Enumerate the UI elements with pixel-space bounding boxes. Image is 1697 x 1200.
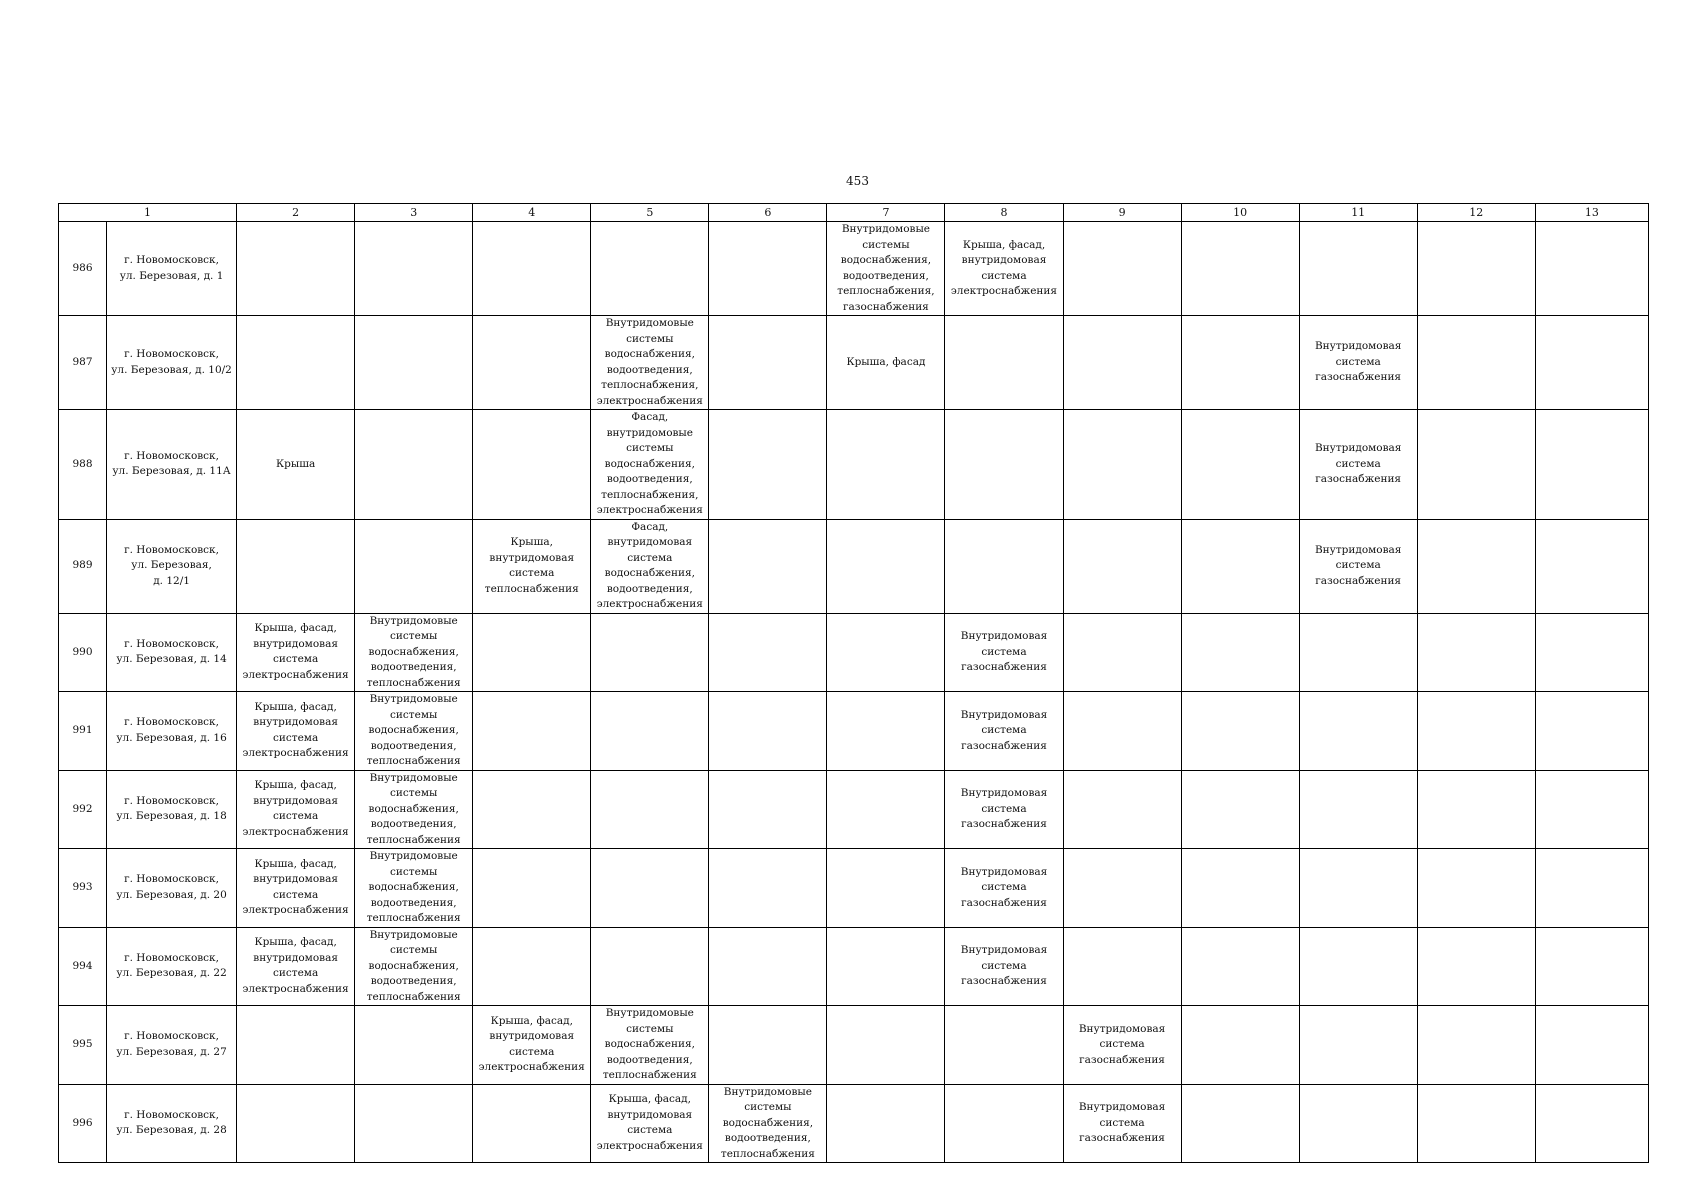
work-cell bbox=[237, 1006, 355, 1085]
column-header: 13 bbox=[1535, 204, 1648, 222]
row-number: 987 bbox=[59, 316, 107, 410]
work-cell bbox=[591, 692, 709, 771]
work-cell bbox=[1417, 1084, 1535, 1163]
work-cell bbox=[237, 519, 355, 613]
address-cell: г. Новомосковск, ул. Березовая, д. 14 bbox=[107, 613, 237, 692]
work-cell bbox=[1181, 1006, 1299, 1085]
work-cell bbox=[1535, 692, 1648, 771]
work-text: Крыша, фасад, внутридомовая система электроснабжения bbox=[242, 857, 349, 917]
column-header: 2 bbox=[237, 204, 355, 222]
work-cell bbox=[355, 927, 473, 1006]
work-cell bbox=[237, 613, 355, 692]
work-text: Внутридомовые системы водоснабжения, водоотведения, теплоснабжения bbox=[366, 850, 461, 924]
column-header: 12 bbox=[1417, 204, 1535, 222]
work-cell bbox=[1299, 1006, 1417, 1085]
work-cell bbox=[355, 316, 473, 410]
work-cell bbox=[1299, 692, 1417, 771]
work-text: Крыша, фасад, внутридомовая система электроснабжения bbox=[242, 622, 349, 681]
work-text: Крыша, фасад, внутридомовая система электроснабжения bbox=[950, 238, 1058, 297]
column-header: 1 bbox=[59, 204, 237, 222]
work-text: Внутридомовые системы водоснабжения, водоотведения, теплоснабжения bbox=[366, 693, 461, 767]
work-cell bbox=[1299, 613, 1417, 692]
row-number: 988 bbox=[59, 410, 107, 520]
work-cell bbox=[1063, 692, 1181, 771]
work-cell bbox=[355, 692, 473, 771]
work-text: Внутридомовая система газоснабжения bbox=[960, 787, 1048, 830]
row-number: 992 bbox=[59, 770, 107, 849]
work-cell bbox=[1181, 927, 1299, 1006]
work-text: Внутридомовая система газоснабжения bbox=[960, 630, 1048, 673]
work-cell bbox=[355, 519, 473, 613]
work-cell bbox=[1417, 222, 1535, 316]
table-row bbox=[59, 927, 1649, 1006]
work-cell bbox=[355, 222, 473, 316]
work-cell bbox=[237, 1084, 355, 1163]
row-number: 991 bbox=[59, 692, 107, 771]
work-cell bbox=[1417, 613, 1535, 692]
work-text: Крыша, внутридомовая система теплоснабжения bbox=[484, 536, 579, 595]
work-cell bbox=[1299, 1084, 1417, 1163]
address-cell: г. Новомосковск, ул. Березовая, д. 20 bbox=[107, 849, 237, 928]
work-text: Внутридомовые системы водоснабжения, водоотведения, теплоснабжения, газоснабжения bbox=[837, 223, 935, 313]
work-cell bbox=[709, 1006, 827, 1085]
work-cell bbox=[473, 692, 591, 771]
column-header: 4 bbox=[473, 204, 591, 222]
work-cell bbox=[709, 410, 827, 520]
work-cell bbox=[1535, 410, 1648, 520]
work-cell bbox=[709, 1084, 827, 1163]
work-cell bbox=[827, 927, 945, 1006]
work-text: Внутридомовая система газоснабжения bbox=[1314, 340, 1402, 384]
work-text: Внутридомовые системы водоснабжения, водоотведения, теплоснабжения bbox=[366, 614, 461, 689]
work-cell bbox=[1299, 519, 1417, 613]
work-cell bbox=[1535, 927, 1648, 1006]
address-cell: г. Новомосковск, ул. Березовая, д. 11А bbox=[107, 410, 237, 520]
row-number: 996 bbox=[59, 1084, 107, 1163]
work-text: Внутридомовая система газоснабжения bbox=[1078, 1022, 1166, 1066]
work-cell bbox=[1181, 770, 1299, 849]
work-cell bbox=[1063, 613, 1181, 692]
work-cell bbox=[945, 1006, 1063, 1085]
work-cell bbox=[473, 316, 591, 410]
work-cell bbox=[237, 316, 355, 410]
address-cell: г. Новомосковск, ул. Березовая, д. 22 bbox=[107, 927, 237, 1006]
row-number: 995 bbox=[59, 1006, 107, 1085]
column-header: 6 bbox=[709, 204, 827, 222]
work-cell bbox=[945, 519, 1063, 613]
work-cell bbox=[1417, 770, 1535, 849]
table-row bbox=[59, 1084, 1649, 1163]
work-cell bbox=[1063, 770, 1181, 849]
work-cell bbox=[827, 519, 945, 613]
table-row bbox=[59, 1006, 1649, 1085]
work-cell bbox=[1417, 316, 1535, 410]
work-cell bbox=[1063, 1084, 1181, 1163]
work-cell bbox=[1299, 410, 1417, 520]
work-cell bbox=[945, 613, 1063, 692]
work-text: Внутридомовая система газоснабжения bbox=[960, 708, 1048, 752]
row-number: 986 bbox=[59, 222, 107, 316]
work-cell bbox=[945, 222, 1063, 316]
work-cell bbox=[591, 770, 709, 849]
capital-repair-table bbox=[58, 203, 1649, 1163]
work-text: Внутридомовые системы водоснабжения, водоотведения, теплоснабжения bbox=[720, 1085, 815, 1160]
address-cell: г. Новомосковск, ул. Березовая, д. 18 bbox=[107, 770, 237, 849]
table-row bbox=[59, 613, 1649, 692]
work-cell bbox=[1299, 849, 1417, 928]
work-cell bbox=[945, 316, 1063, 410]
work-cell bbox=[237, 222, 355, 316]
row-number: 993 bbox=[59, 849, 107, 928]
work-cell bbox=[473, 1006, 591, 1085]
work-cell bbox=[1181, 1084, 1299, 1163]
work-cell bbox=[945, 927, 1063, 1006]
work-cell bbox=[591, 613, 709, 692]
work-cell bbox=[237, 927, 355, 1006]
work-cell bbox=[591, 222, 709, 316]
work-cell bbox=[945, 770, 1063, 849]
work-cell bbox=[591, 927, 709, 1006]
work-cell bbox=[1417, 692, 1535, 771]
table-row bbox=[59, 316, 1649, 410]
work-cell bbox=[827, 849, 945, 928]
work-cell bbox=[473, 1084, 591, 1163]
work-cell bbox=[1181, 692, 1299, 771]
work-cell bbox=[1535, 519, 1648, 613]
work-cell bbox=[473, 519, 591, 613]
row-number: 989 bbox=[59, 519, 107, 613]
work-cell bbox=[591, 316, 709, 410]
work-cell bbox=[709, 613, 827, 692]
work-text: Внутридомовые системы водоснабжения, водоотведения, теплоснабжения, электроснабжения bbox=[596, 317, 703, 407]
work-cell bbox=[709, 770, 827, 849]
work-text: Крыша, фасад, внутридомовая система электроснабжения bbox=[242, 700, 349, 760]
work-cell bbox=[709, 692, 827, 771]
table-row bbox=[59, 222, 1649, 316]
work-cell bbox=[1535, 770, 1648, 849]
work-cell bbox=[1417, 849, 1535, 928]
address-cell: г. Новомосковск, ул. Березовая, д. 16 bbox=[107, 692, 237, 771]
work-cell bbox=[827, 316, 945, 410]
work-text: Крыша, фасад, внутридомовая система электроснабжения bbox=[242, 779, 349, 838]
work-cell bbox=[827, 410, 945, 520]
address-cell: г. Новомосковск, ул. Березовая, д. 27 bbox=[107, 1006, 237, 1085]
work-cell bbox=[1181, 849, 1299, 928]
work-cell bbox=[473, 222, 591, 316]
work-text: Внутридомовая система газоснабжения bbox=[1078, 1101, 1166, 1144]
table-row bbox=[59, 692, 1649, 771]
work-text: Внутридомовая система газоснабжения bbox=[960, 944, 1048, 987]
work-cell bbox=[1181, 613, 1299, 692]
work-cell bbox=[709, 222, 827, 316]
work-cell bbox=[1299, 927, 1417, 1006]
work-cell bbox=[1063, 927, 1181, 1006]
work-cell bbox=[1535, 849, 1648, 928]
work-cell bbox=[1417, 1006, 1535, 1085]
work-cell bbox=[1063, 410, 1181, 520]
work-cell bbox=[709, 849, 827, 928]
work-cell bbox=[1535, 222, 1648, 316]
column-header: 9 bbox=[1063, 204, 1181, 222]
row-number: 990 bbox=[59, 613, 107, 692]
work-cell bbox=[1299, 770, 1417, 849]
work-cell bbox=[1181, 519, 1299, 613]
work-cell bbox=[827, 1006, 945, 1085]
work-cell bbox=[827, 692, 945, 771]
column-header: 10 bbox=[1181, 204, 1299, 222]
work-cell bbox=[1181, 222, 1299, 316]
work-cell bbox=[473, 613, 591, 692]
work-cell bbox=[355, 1084, 473, 1163]
table-row bbox=[59, 519, 1649, 613]
work-cell bbox=[709, 519, 827, 613]
address-cell: г. Новомосковск, ул. Березовая, д. 28 bbox=[107, 1084, 237, 1163]
work-text: Внутридомовая система газоснабжения bbox=[1314, 442, 1402, 485]
work-cell bbox=[945, 410, 1063, 520]
work-cell bbox=[237, 410, 355, 520]
address-cell: г. Новомосковск, ул. Березовая, д. 1 bbox=[107, 222, 237, 316]
work-cell bbox=[237, 692, 355, 771]
work-text: Внутридомовая система газоснабжения bbox=[960, 865, 1048, 909]
work-cell bbox=[1063, 519, 1181, 613]
work-cell bbox=[355, 613, 473, 692]
work-cell bbox=[1063, 1006, 1181, 1085]
work-cell bbox=[1535, 613, 1648, 692]
work-text: Внутридомовые системы водоснабжения, водоотведения, теплоснабжения bbox=[366, 928, 461, 1003]
work-cell bbox=[591, 1006, 709, 1085]
work-text: Внутридомовые системы водоснабжения, водоотведения, теплоснабжения bbox=[366, 771, 461, 846]
row-number: 994 bbox=[59, 927, 107, 1006]
work-cell bbox=[473, 410, 591, 520]
work-cell bbox=[945, 692, 1063, 771]
table-row bbox=[59, 410, 1649, 520]
work-cell bbox=[591, 519, 709, 613]
work-cell bbox=[591, 849, 709, 928]
work-cell bbox=[827, 770, 945, 849]
work-text: Крыша, фасад, внутридомовая система электроснабжения bbox=[242, 936, 349, 995]
work-cell bbox=[1535, 1084, 1648, 1163]
table-row bbox=[59, 849, 1649, 928]
work-cell bbox=[1063, 849, 1181, 928]
work-cell bbox=[237, 770, 355, 849]
work-text: Фасад, внутридомовая система водоснабжения, водоотведения, электроснабжения bbox=[596, 520, 703, 610]
address-cell: г. Новомосковск, ул. Березовая, д. 12/1 bbox=[107, 519, 237, 613]
work-cell bbox=[355, 1006, 473, 1085]
work-cell bbox=[709, 927, 827, 1006]
work-cell bbox=[827, 222, 945, 316]
work-cell bbox=[1181, 410, 1299, 520]
work-cell bbox=[1535, 316, 1648, 410]
work-cell bbox=[1417, 410, 1535, 520]
work-cell bbox=[591, 410, 709, 520]
work-cell bbox=[709, 316, 827, 410]
work-text: Крыша, фасад, внутридомовая система электроснабжения bbox=[596, 1093, 703, 1152]
work-cell bbox=[1181, 316, 1299, 410]
work-text: Крыша bbox=[276, 457, 316, 470]
work-cell bbox=[1535, 1006, 1648, 1085]
work-cell bbox=[1417, 519, 1535, 613]
work-cell bbox=[1063, 222, 1181, 316]
column-header: 5 bbox=[591, 204, 709, 222]
work-cell bbox=[945, 1084, 1063, 1163]
work-cell bbox=[355, 849, 473, 928]
page-number: 453 bbox=[846, 174, 869, 188]
work-cell bbox=[591, 1084, 709, 1163]
work-text: Внутридомовые системы водоснабжения, водоотведения, теплоснабжения bbox=[602, 1007, 697, 1081]
table-row bbox=[59, 770, 1649, 849]
work-text: Крыша, фасад bbox=[846, 355, 926, 368]
column-header: 7 bbox=[827, 204, 945, 222]
work-cell bbox=[355, 410, 473, 520]
work-cell bbox=[1299, 222, 1417, 316]
work-text: Крыша, фасад, внутридомовая система электроснабжения bbox=[478, 1014, 585, 1074]
work-cell bbox=[827, 613, 945, 692]
work-cell bbox=[1299, 316, 1417, 410]
work-cell bbox=[473, 927, 591, 1006]
work-text: Фасад, внутридомовые системы водоснабжения, водоотведения, теплоснабжения, электроснабжения bbox=[596, 411, 703, 516]
column-header: 8 bbox=[945, 204, 1063, 222]
column-header: 11 bbox=[1299, 204, 1417, 222]
header-row bbox=[59, 204, 1649, 222]
work-cell bbox=[237, 849, 355, 928]
work-text: Внутридомовая система газоснабжения bbox=[1314, 543, 1402, 587]
work-cell bbox=[473, 770, 591, 849]
work-cell bbox=[827, 1084, 945, 1163]
work-cell bbox=[1063, 316, 1181, 410]
work-cell bbox=[473, 849, 591, 928]
work-cell bbox=[1417, 927, 1535, 1006]
work-cell bbox=[945, 849, 1063, 928]
address-cell: г. Новомосковск, ул. Березовая, д. 10/2 bbox=[107, 316, 237, 410]
column-header: 3 bbox=[355, 204, 473, 222]
work-cell bbox=[355, 770, 473, 849]
